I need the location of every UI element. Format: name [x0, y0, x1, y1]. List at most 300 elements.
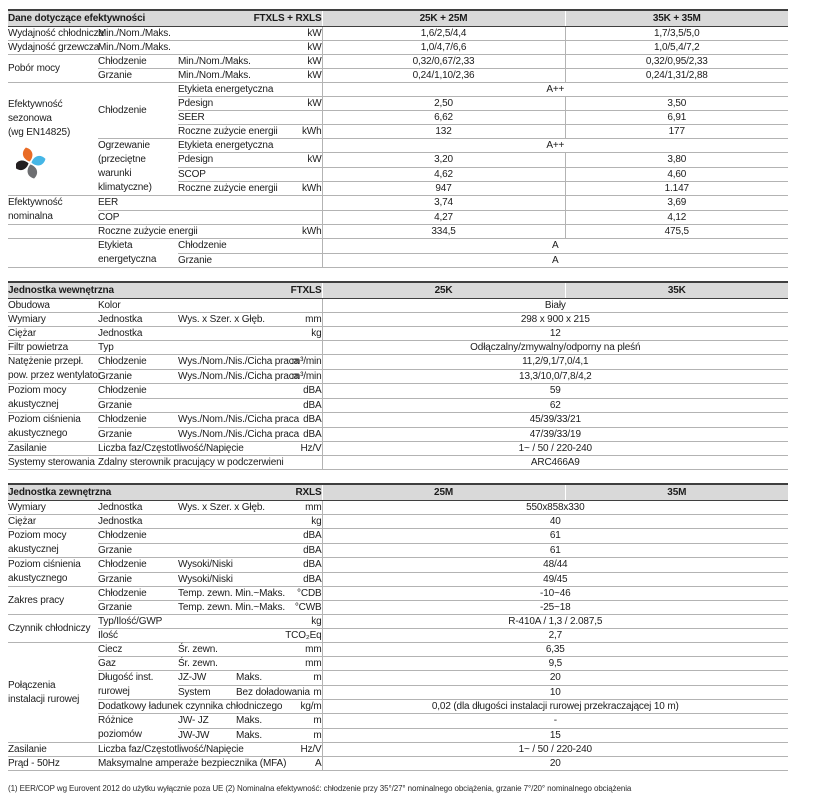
spec-value-col1: 2,50 [322, 97, 565, 111]
row-detail-label: Min./Nom./Maks. [98, 27, 282, 41]
row-label [8, 413, 98, 442]
spec-row [8, 299, 788, 313]
spec-row [8, 456, 788, 470]
spec-value-span: R-410A / 1,3 / 2.087,5 [322, 615, 788, 629]
unit-label: kW [282, 27, 322, 41]
row-detail-label: Wys./Nom./Nis./Cicha praca [178, 428, 300, 440]
spec-value-span: 1~ / 50 / 220-240 [322, 442, 788, 456]
row-label: Systemy sterowania [8, 456, 98, 470]
spec-value-col1: 0,24/1,10/2,36 [322, 69, 565, 83]
spec-value-span: 49/45 [322, 572, 788, 587]
spec-row [8, 700, 788, 714]
model-column-2: 35K + 35M [565, 10, 788, 27]
unit-label [282, 299, 322, 313]
spec-value-col2: 3,69 [565, 196, 788, 211]
unit-label [282, 196, 322, 211]
label-line: akustycznego [8, 573, 68, 584]
row-detail-label [178, 529, 282, 544]
row-detail-label: Pdesign [178, 153, 282, 167]
unit-label [282, 456, 322, 470]
row-detail-label: Roczne zużycie energii [178, 125, 282, 139]
row-detail-label: Min./Nom./Maks. [98, 41, 282, 55]
spec-row [8, 139, 788, 153]
label-line: klimatyczne) [98, 182, 152, 193]
unit-label: m [282, 685, 322, 700]
row-detail-label: Grzanie [178, 253, 282, 268]
spec-value-span: A [322, 239, 788, 254]
row-sublabel: Grzanie [98, 543, 178, 558]
spec-value-col1: 0,32/0,67/2,33 [322, 55, 565, 69]
row-detail-label: JZ-JW [178, 671, 236, 686]
model-column-1: 25K [322, 282, 565, 299]
spec-value-span: 6,35 [322, 643, 788, 657]
row-detail-label: Temp. zewn. Min.~Maks. [178, 602, 286, 613]
row-sublabel: Jednostka [98, 313, 178, 327]
spec-row [8, 558, 788, 573]
row-detail-label: Maks. [236, 728, 282, 743]
spec-value-span: 550x858x330 [322, 501, 788, 515]
row-detail-label [178, 543, 282, 558]
label-line: Czynnik chłodniczy [8, 622, 91, 634]
row-label [8, 83, 98, 196]
spec-value-col1: 334,5 [322, 225, 565, 239]
row-sublabel: Grzanie [98, 427, 178, 442]
unit-label: dBA [282, 398, 322, 413]
label-line: sezonowa [8, 112, 52, 124]
row-detail-label: Min./Nom./Maks. [178, 55, 282, 69]
unit-label: m³/min [282, 369, 322, 384]
label-line: rurowej [98, 686, 130, 697]
spec-value-col2: 177 [565, 125, 788, 139]
row-detail-label [178, 515, 282, 529]
spec-row [8, 515, 788, 529]
unit-label: Hz/V [282, 743, 322, 757]
row-sublabel: Grzanie [98, 369, 178, 384]
unit-label [282, 83, 322, 97]
row-detail-label: Wys./Nom./Nis./Cicha praca [178, 370, 300, 382]
label-line: Etykieta [98, 240, 133, 251]
row-detail-label: SEER [178, 111, 282, 125]
unit-label [282, 210, 322, 225]
row-label: Filtr powietrza [8, 341, 98, 355]
spec-value-span: 40 [322, 515, 788, 529]
row-detail-label: Zdalny sterownik pracujący w podczerwieni [98, 457, 284, 468]
model-column-1: 25K + 25M [322, 10, 565, 27]
spec-value-span: 298 x 900 x 215 [322, 313, 788, 327]
spec-value-span: 10 [322, 685, 788, 700]
row-detail-label: Maks. [236, 714, 282, 729]
spec-value-span: 11,2/9,1/7,0/4,1 [322, 355, 788, 370]
label-line: Chłodzenie [98, 104, 147, 116]
unit-label: °CDB [282, 587, 322, 601]
row-label: Prąd - 50Hz [8, 757, 98, 771]
unit-label [282, 341, 322, 355]
spec-row [8, 196, 788, 211]
row-label: Ciężar [8, 327, 98, 341]
spec-value-col2: 475,5 [565, 225, 788, 239]
row-label [8, 196, 98, 225]
unit-label [282, 111, 322, 125]
spec-value-col1: 3,74 [322, 196, 565, 211]
row-detail-label: COP [98, 210, 282, 225]
row-detail-label: Ilość [98, 629, 282, 643]
spec-row [8, 41, 788, 55]
spec-row [8, 327, 788, 341]
spec-row [8, 587, 788, 601]
model-column-2: 35M [565, 484, 788, 501]
label-line: Różnice [98, 715, 134, 726]
unit-label: kg [282, 327, 322, 341]
section-title: Dane dotyczące efektywności [8, 10, 236, 27]
spec-row [8, 384, 788, 399]
row-detail-label [178, 398, 282, 413]
unit-label [282, 239, 322, 254]
model-series-label: FTXLS + RXLS [236, 10, 322, 27]
row-detail-label: JW- JZ [178, 714, 236, 729]
spec-value-span: 12 [322, 327, 788, 341]
row-label [8, 55, 98, 83]
row-sublabel: Chłodzenie [98, 384, 178, 399]
spec-value-span: 2,7 [322, 629, 788, 643]
spec-row [8, 671, 788, 686]
unit-label: Hz/V [282, 442, 322, 456]
unit-label: A [282, 757, 322, 771]
row-detail-label [178, 327, 282, 341]
spec-row [8, 313, 788, 327]
row-label [8, 355, 102, 384]
row-detail-label: Bez doładowania [236, 686, 310, 698]
spec-value-span: A++ [322, 83, 788, 97]
row-sublabel [98, 83, 178, 139]
spec-value-span: -10~46 [322, 587, 788, 601]
unit-label: kWh [282, 125, 322, 139]
row-detail-label: Typ/Ilość/GWP [98, 615, 282, 629]
row-sublabel: Grzanie [98, 601, 178, 615]
row-detail-label: Wys. x Szer. x Głęb. [178, 501, 282, 515]
spec-value-span: ARC466A9 [322, 456, 788, 470]
spec-value-col2: 0,24/1,31/2,88 [565, 69, 788, 83]
row-sublabel [98, 714, 178, 743]
spec-value-col2: 1.147 [565, 181, 788, 195]
seasonal-efficiency-pinwheel-icon [16, 145, 46, 181]
label-line: Poziom ciśnienia [8, 559, 81, 570]
row-detail-label: Wys./Nom./Nis./Cicha praca [178, 414, 300, 426]
label-line: Efektywność [8, 197, 63, 208]
spec-row [8, 572, 788, 587]
unit-label: TCO₂Eq [282, 629, 322, 643]
row-label: Wymiary [8, 501, 98, 515]
model-series-label: FTXLS [236, 282, 322, 299]
row-detail-label: Pdesign [178, 97, 282, 111]
spec-row [8, 413, 788, 428]
unit-label: m [282, 714, 322, 729]
row-sublabel: Ciecz [98, 643, 178, 657]
row-detail-label: JW-JW [178, 728, 236, 743]
row-sublabel [98, 139, 178, 196]
row-sublabel: Grzanie [98, 572, 178, 587]
unit-label: mm [282, 657, 322, 671]
spec-value-col1: 4,62 [322, 167, 565, 181]
model-column-2: 35K [565, 282, 788, 299]
row-label [8, 384, 98, 413]
spec-value-span: 45/39/33/21 [322, 413, 788, 428]
row-label [8, 615, 98, 643]
unit-label: mm [282, 643, 322, 657]
unit-label: m³/min [282, 355, 322, 370]
row-detail-label: Roczne zużycie energii [98, 225, 282, 239]
row-detail-label: Wysoki/Niski [178, 558, 282, 573]
row-label [8, 587, 98, 615]
row-sublabel: Chłodzenie [98, 529, 178, 544]
row-detail-label [178, 384, 282, 399]
section-header [8, 10, 788, 27]
section-header [8, 484, 788, 501]
label-line: Efektywność [8, 98, 63, 110]
row-detail-label: Chłodzenie [178, 239, 282, 254]
spec-value-span: 48/44 [322, 558, 788, 573]
spec-row [8, 501, 788, 515]
footnote: (1) EER/COP wg Eurovent 2012 do użytku wyłącznie poza UE (2) Nominalna efektywność: chłodzenie przy 35°/27° nominalnego obciążenia, grzanie 7°/20° nominalnego obciążenia [8, 784, 632, 793]
row-sublabel: Jednostka [98, 501, 178, 515]
row-detail-label: Wys. x Szer. x Głęb. [178, 313, 282, 327]
spec-value-span: 0,02 (dla długości instalacji rurowej przekraczającej 10 m) [322, 700, 788, 714]
spec-value-col1: 3,20 [322, 153, 565, 167]
row-label: Zasilanie [8, 743, 98, 757]
unit-label: kW [282, 55, 322, 69]
spec-value-col1: 1,6/2,5/4,4 [322, 27, 565, 41]
row-detail-label: Min./Nom./Maks. [178, 69, 282, 83]
spec-row [8, 427, 788, 442]
label-line: Poziom mocy [8, 530, 67, 541]
row-sublabel [98, 671, 178, 700]
spec-row [8, 714, 788, 729]
row-detail-label: Liczba faz/Częstotliwość/Napięcie [98, 442, 282, 456]
row-detail-label: Dodatkowy ładunek czynnika chłodniczego [98, 701, 283, 712]
row-detail-label: EER [98, 196, 282, 211]
label-line: energetyczna [98, 254, 157, 265]
unit-label: dBA [282, 543, 322, 558]
spec-value-span: 15 [322, 728, 788, 743]
label-line: pow. przez wentylator [8, 370, 102, 381]
spec-value-col2: 4,60 [565, 167, 788, 181]
spec-row [8, 543, 788, 558]
unit-label: dBA [282, 427, 322, 442]
spec-row [8, 355, 788, 370]
spec-value-span: 1~ / 50 / 220-240 [322, 743, 788, 757]
row-detail-label: Kolor [98, 299, 282, 313]
row-detail-label: SCOP [178, 167, 282, 181]
row-sublabel: Chłodzenie [98, 558, 178, 573]
spec-value-col2: 3,80 [565, 153, 788, 167]
unit-label: kg/m [282, 700, 322, 714]
spec-row [8, 601, 788, 615]
spec-value-span: 20 [322, 671, 788, 686]
spec-value-span: Odłączalny/zmywalny/odporny na pleśń [322, 341, 788, 355]
spec-row [8, 398, 788, 413]
row-detail-label: Etykieta energetyczna [178, 83, 282, 97]
spec-value-col1: 1,0/4,7/6,6 [322, 41, 565, 55]
spec-row [8, 210, 788, 225]
label-line: Zakres pracy [8, 594, 64, 606]
row-detail-label: Wys./Nom./Nis./Cicha praca [178, 356, 300, 368]
spec-table-0 [8, 9, 788, 268]
unit-label: dBA [282, 529, 322, 544]
label-line: akustycznego [8, 428, 68, 439]
spec-value-col1: 947 [322, 181, 565, 195]
row-sublabel: Chłodzenie [98, 55, 178, 69]
spec-row [8, 757, 788, 771]
unit-label: °CWB [282, 601, 322, 615]
spec-row [8, 643, 788, 657]
spec-value-col1: 6,62 [322, 111, 565, 125]
spec-value-col2: 3,50 [565, 97, 788, 111]
unit-label: kW [282, 97, 322, 111]
spec-row [8, 83, 788, 97]
spec-value-span: 59 [322, 384, 788, 399]
spec-value-span: 9,5 [322, 657, 788, 671]
spec-row [8, 743, 788, 757]
row-detail-label: Maks. [236, 671, 282, 686]
unit-label: kW [282, 41, 322, 55]
section-title: Jednostka wewnętrzna [8, 282, 236, 299]
unit-label: m [282, 728, 322, 743]
row-detail-label: Roczne zużycie energii [178, 181, 282, 195]
spec-row [8, 55, 788, 69]
section-title: Jednostka zewnętrzna [8, 484, 236, 501]
spec-row [8, 369, 788, 384]
row-sublabel: Chłodzenie [98, 355, 178, 370]
row-label: Wydajność chłodnicza [8, 28, 104, 39]
spec-value-span: -25~18 [322, 601, 788, 615]
unit-label: kWh [282, 225, 322, 239]
spec-value-col2: 4,12 [565, 210, 788, 225]
row-detail-label: Śr. zewn. [178, 657, 282, 671]
row-label: Zasilanie [8, 442, 98, 456]
spec-value-span: 62 [322, 398, 788, 413]
unit-label [282, 253, 322, 268]
row-detail-label: Etykieta energetyczna [178, 139, 282, 153]
spec-row [8, 657, 788, 671]
spec-row [8, 341, 788, 355]
section-header [8, 282, 788, 299]
spec-value-col2: 1,0/5,4/7,2 [565, 41, 788, 55]
spec-row [8, 615, 788, 629]
unit-label: m [282, 671, 322, 686]
spec-value-col2: 1,7/3,5/5,0 [565, 27, 788, 41]
spec-row [8, 69, 788, 83]
label-line: Natężenie przepł. [8, 356, 84, 367]
label-line: Poziom mocy [8, 385, 67, 396]
row-detail-label: Liczba faz/Częstotliwość/Napięcie [98, 743, 282, 757]
spec-row [8, 529, 788, 544]
spec-value-span: 13,3/10,0/7,8/4,2 [322, 369, 788, 384]
label-line: (przeciętne [98, 154, 146, 165]
unit-label: kW [282, 69, 322, 83]
row-sublabel: Chłodzenie [98, 587, 178, 601]
row-sublabel: Jednostka [98, 515, 178, 529]
spec-row [8, 239, 788, 254]
spec-row [8, 225, 788, 239]
label-line: nominalna [8, 211, 53, 222]
unit-label: dBA [282, 384, 322, 399]
label-line: Pobór mocy [8, 62, 60, 74]
row-detail-label: Wysoki/Niski [178, 572, 282, 587]
label-line: Długość inst. [98, 672, 154, 683]
spec-value-col2: 0,32/0,95/2,33 [565, 55, 788, 69]
label-line: akustycznej [8, 544, 59, 555]
row-sublabel: Grzanie [98, 398, 178, 413]
unit-label: dBA [282, 572, 322, 587]
row-detail-label: System [178, 685, 236, 700]
spec-row [8, 27, 788, 41]
spec-value-span: A++ [322, 139, 788, 153]
unit-label [282, 167, 322, 181]
model-series-label: RXLS [236, 484, 322, 501]
unit-label: dBA [282, 558, 322, 573]
row-label [8, 643, 98, 743]
unit-label: kg [282, 515, 322, 529]
row-label [8, 225, 98, 239]
spec-table-1 [8, 281, 788, 470]
spec-value-col1: 132 [322, 125, 565, 139]
label-line: Ogrzewanie [98, 140, 150, 151]
row-detail-label: Typ [98, 341, 282, 355]
unit-label: kg [282, 615, 322, 629]
spec-value-span: Biały [322, 299, 788, 313]
spec-value-span: 47/39/33/19 [322, 427, 788, 442]
label-line: (wg EN14825) [8, 126, 71, 138]
label-line: instalacji rurowej [8, 693, 80, 705]
spec-tables-container [8, 9, 813, 771]
unit-label [282, 139, 322, 153]
row-sublabel: Chłodzenie [98, 413, 178, 428]
row-sublabel: Grzanie [98, 69, 178, 83]
unit-label: mm [282, 313, 322, 327]
model-column-1: 25M [322, 484, 565, 501]
unit-label: kWh [282, 181, 322, 195]
row-detail-label: Temp. zewn. Min.~Maks. [178, 588, 286, 599]
spec-value-span: 61 [322, 543, 788, 558]
row-label: Wydajność grzewcza [8, 42, 100, 53]
spec-value-span: 61 [322, 529, 788, 544]
spec-value-span: A [322, 253, 788, 268]
label-line [8, 246, 98, 260]
unit-label: kW [282, 153, 322, 167]
unit-label: dBA [282, 413, 322, 428]
unit-label: mm [282, 501, 322, 515]
spec-value-col2: 6,91 [565, 111, 788, 125]
row-detail-label: Śr. zewn. [178, 643, 282, 657]
spec-row [8, 442, 788, 456]
row-label: Obudowa [8, 299, 98, 313]
row-label [8, 239, 98, 268]
row-sublabel: Jednostka [98, 327, 178, 341]
row-detail-label: Maksymalne amperaże bezpiecznika (MFA) [98, 758, 287, 769]
label-line: akustycznej [8, 399, 59, 410]
spec-value-span: 20 [322, 757, 788, 771]
row-label: Ciężar [8, 515, 98, 529]
row-sublabel [98, 239, 178, 268]
spec-value-col1: 4,27 [322, 210, 565, 225]
row-sublabel: Gaz [98, 657, 178, 671]
label-line: Połączenia [8, 679, 56, 691]
label-line: warunki [98, 168, 132, 179]
spec-table-2 [8, 483, 788, 771]
label-line: poziomów [98, 729, 142, 740]
row-label [8, 529, 98, 558]
row-label: Wymiary [8, 313, 98, 327]
spec-row [8, 629, 788, 643]
